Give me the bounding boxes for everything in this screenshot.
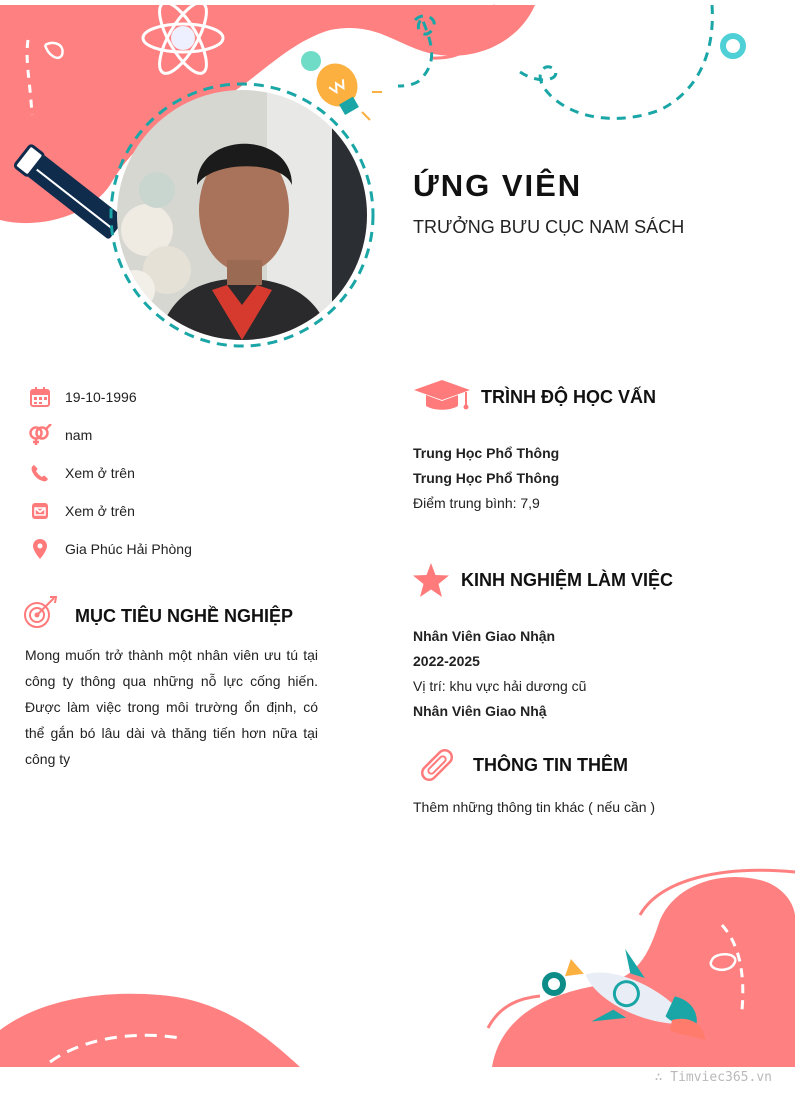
experience-title: KINH NGHIỆM LÀM VIỆC — [461, 570, 674, 590]
experience-block — [413, 624, 586, 724]
experience-period: 2022-2025 — [413, 653, 480, 669]
gender-value: nam — [65, 427, 93, 443]
email-icon — [28, 499, 52, 523]
address-value: Gia Phúc Hải Phòng — [65, 541, 192, 557]
target-icon — [24, 595, 58, 634]
contact-email — [28, 499, 135, 523]
avatar-photo-illustration — [117, 90, 367, 340]
calendar-icon — [28, 385, 52, 409]
education-block — [413, 441, 559, 516]
experience-role: Nhân Viên Giao Nhận — [413, 628, 556, 644]
watermark: ∴ Timviec365.vn — [654, 1070, 772, 1085]
paperclip-icon — [416, 745, 458, 790]
job-title: TRƯỞNG BƯU CỤC NAM SÁCH — [413, 217, 685, 237]
avatar — [117, 90, 367, 340]
objective-title: MỤC TIÊU NGHỀ NGHIỆP — [75, 606, 294, 626]
star-icon — [413, 563, 449, 602]
experience-company: Nhân Viên Giao Nhậ — [413, 703, 547, 719]
phone-icon — [28, 461, 52, 485]
education-major: Trung Học Phổ Thông — [413, 470, 560, 486]
contact-gender — [28, 423, 92, 447]
contact-birthday — [28, 385, 137, 409]
education-gpa: Điểm trung bình: 7,9 — [413, 495, 540, 511]
contact-phone — [28, 461, 135, 485]
education-school: Trung Học Phổ Thông — [413, 445, 560, 461]
experience-detail: Vị trí: khu vực hải dương cũ — [413, 678, 587, 694]
gender-icon — [28, 423, 52, 447]
additional-title: THÔNG TIN THÊM — [473, 755, 628, 775]
education-title: TRÌNH ĐỘ HỌC VẤN — [481, 387, 656, 407]
objective-text: Mong muốn trở thành một nhân viên ưu tú tại công ty thông qua những nỗ lực cống hiến. Được làm việc trong môi trường ổn định, có thể gắn bó lâu dài và thăng tiến hơn nữa tại công ty — [25, 647, 318, 767]
birthday-value: 19-10-1996 — [65, 389, 137, 405]
email-value: Xem ở trên — [65, 503, 135, 519]
graduation-cap-icon — [414, 380, 470, 419]
contact-address — [28, 537, 192, 561]
additional-text: Thêm những thông tin khác ( nếu cần ) — [413, 799, 656, 815]
phone-value: Xem ở trên — [65, 465, 135, 481]
location-pin-icon — [28, 537, 52, 561]
candidate-name: ỨNG VIÊN — [413, 168, 583, 203]
